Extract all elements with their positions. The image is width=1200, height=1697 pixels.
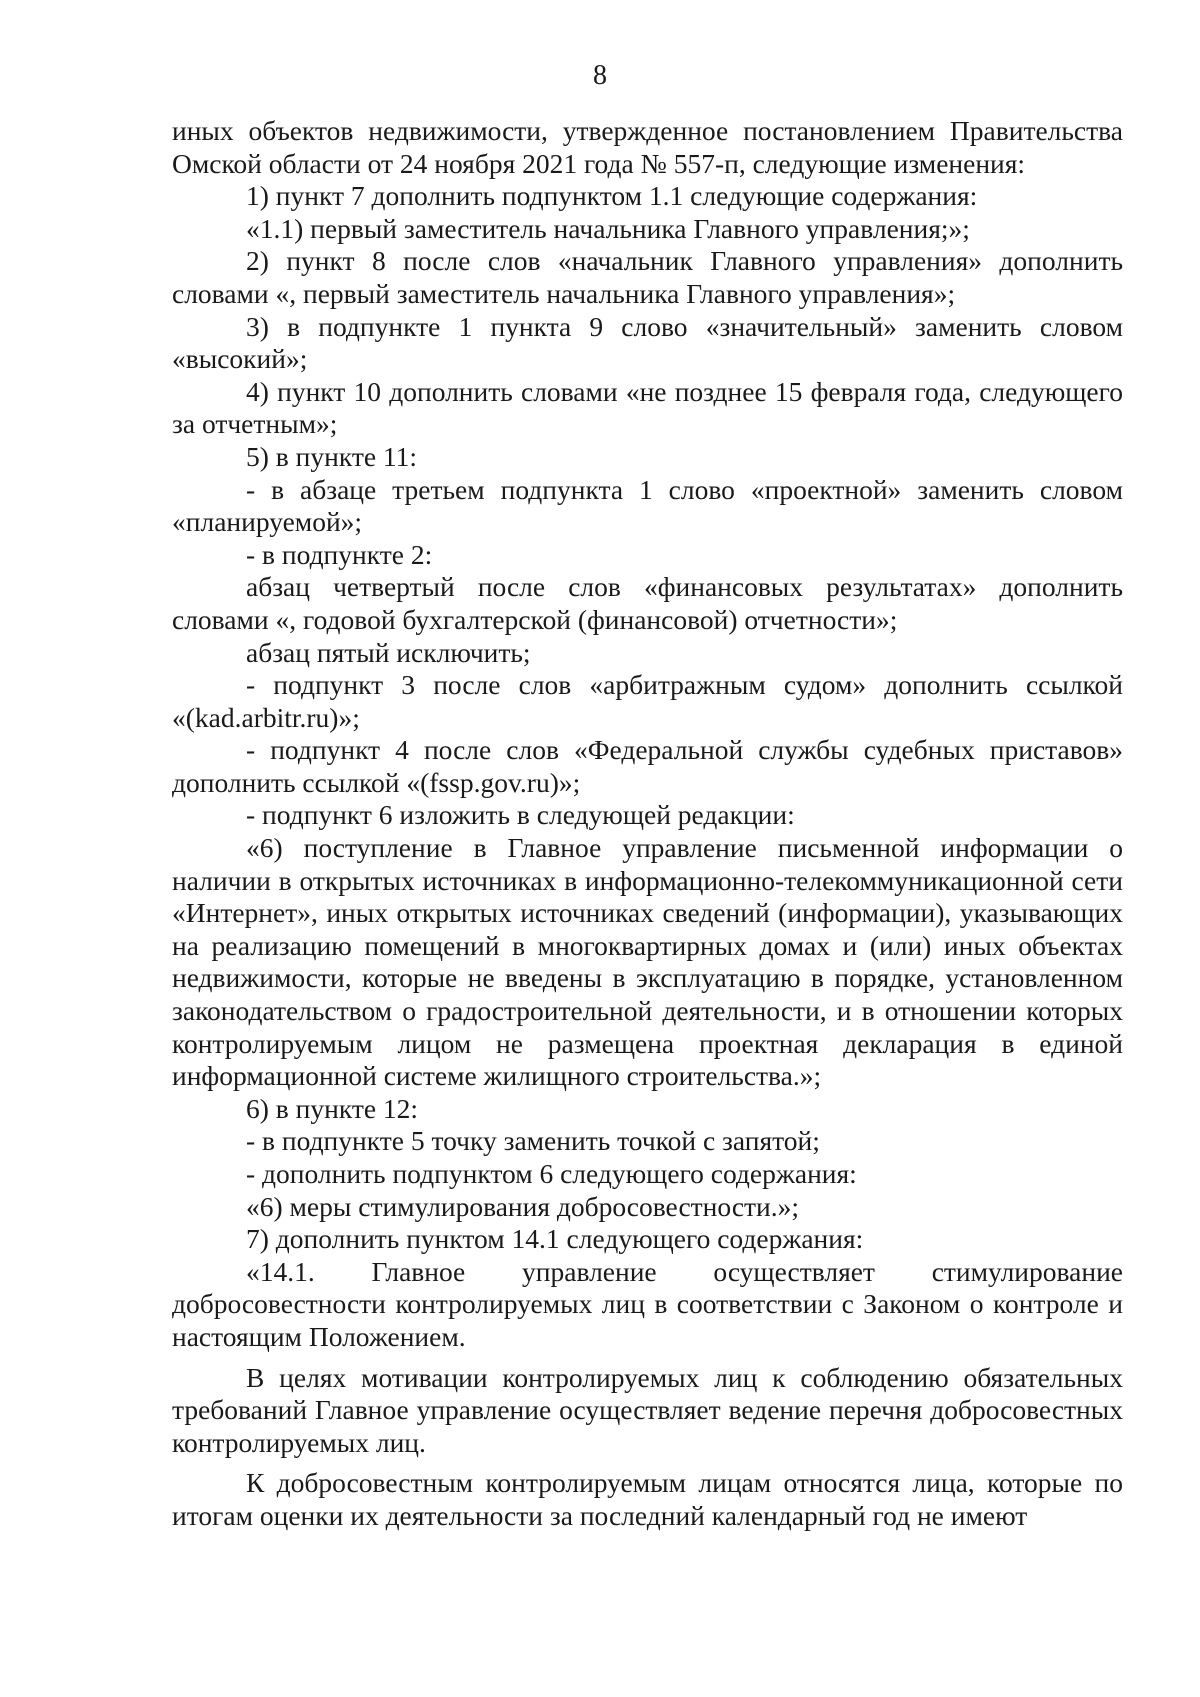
paragraph-item-7: 7) дополнить пунктом 14.1 следующего содержания:	[246, 1223, 864, 1255]
paragraph-item-5-sub-2-b: абзац пятый исключить;	[246, 636, 531, 668]
paragraph-item-5-sub-2: - в подпункте 2:	[246, 538, 433, 570]
paragraph-motivation: В целях мотивации контролируемых лиц к соблюдению обязательных требований Главное управление осуществляет ведение перечня добросовестных контролируемых лиц.	[172, 1361, 1123, 1458]
paragraph-item-5: 5) в пункте 11:	[246, 440, 418, 472]
paragraph-item-5-sub-1: - в абзаце третьем подпункта 1 слово «проектной» заменить словом «планируемой»;	[172, 473, 1123, 538]
paragraph-item-3: 3) в подпункте 1 пункта 9 слово «значительный» заменить словом «высокий»;	[172, 310, 1123, 375]
paragraph-item-5-sub-3: - подпункт 3 после слов «арбитражным судом» дополнить ссылкой «(kad.arbitr.ru)»;	[172, 669, 1123, 733]
paragraph-item-5-sub-4: - подпункт 4 после слов «Федеральной службы судебных приставов» дополнить ссылкой «(fssp.gov.ru)»;	[172, 734, 1123, 798]
paragraph-item-7-quote: «14.1. Главное управление осуществляет стимулирование добросовестности контролируемых лиц в соответствии с Законом о контроле и настоящим Положением.	[172, 1255, 1123, 1352]
document-body	[172, 115, 1123, 1533]
paragraph-item-5-sub-6: - подпункт 6 изложить в следующей редакции:	[246, 799, 795, 831]
paragraph-item-6-sub-6: - дополнить подпунктом 6 следующего содержания:	[246, 1158, 857, 1189]
paragraph-good-faith: К добросовестным контролируемым лицам относятся лица, которые по итогам оценки их деятельности за последний календарный год не имеют	[172, 1467, 1123, 1531]
paragraph-item-5-sub-2-a: абзац четвертый после слов «финансовых результатах» дополнить словами «, годовой бухгалтерской (финансовой) отчетности»;	[172, 571, 1123, 635]
paragraph-item-1: 1) пункт 7 дополнить подпунктом 1.1 следующие содержания:	[246, 180, 978, 212]
paragraph-item-2: 2) пункт 8 после слов «начальник Главного управления» дополнить словами «, первый заместитель начальника Главного управления»;	[172, 245, 1123, 309]
paragraph-item-4: 4) пункт 10 дополнить словами «не позднее 15 февраля года, следующего за отчетным»;	[172, 375, 1123, 440]
paragraph-item-6-sub-5: - в подпункте 5 точку заменить точкой с запятой;	[246, 1125, 820, 1157]
paragraph-item-6-sub-6-quote: «6) меры стимулирования добросовестности.»;	[246, 1190, 800, 1222]
paragraph-item-6: 6) в пункте 12:	[246, 1092, 419, 1124]
paragraph-item-5-sub-6-quote: «6) поступление в Главное управление письменной информации о наличии в открытых источниках в информационно-телекоммуникационной сети «Интернет», иных открытых источниках сведений (информации), указывающих на реализацию помещений в многоквартирных домах и (или) иных объектах недвижимости, которые не введены в эксплуатацию в порядке, установленном законодательством о градостроительной деятельности, и в отношении которых контролируемым лицом не размещена проектная декларация в единой информационной системе жилищного строительства.»;	[172, 832, 1123, 1092]
page-number: 8	[593, 60, 607, 91]
paragraph-intro: иных объектов недвижимости, утвержденное постановлением Правительства Омской области от 24 ноября 2021 года № 557-п, следующие изменения:	[172, 115, 1123, 179]
paragraph-item-1-quote: «1.1) первый заместитель начальника Главного управления;»;	[246, 212, 970, 244]
